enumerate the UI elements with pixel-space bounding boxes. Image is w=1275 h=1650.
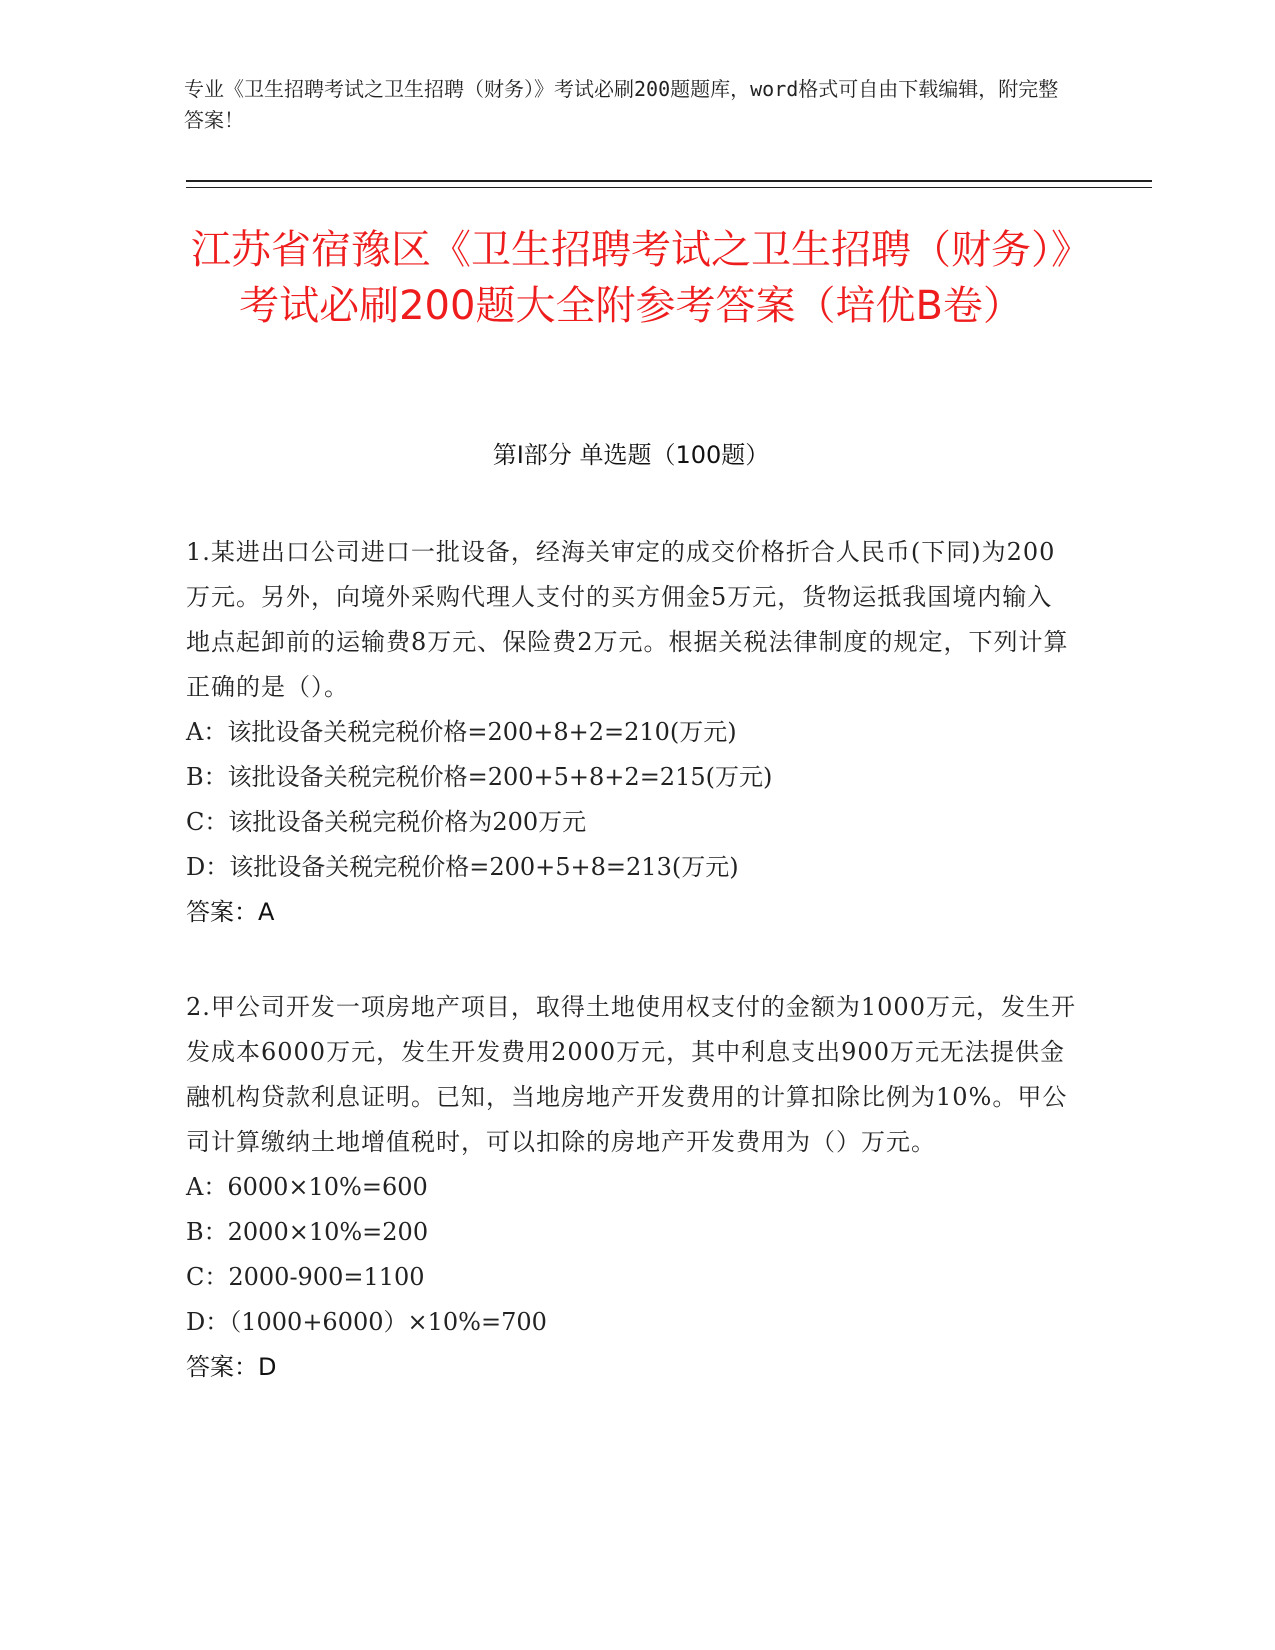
option-d: D：（1000+6000）×10%=700	[186, 1308, 547, 1336]
option-a: A：6000×10%=600	[186, 1173, 428, 1201]
document-title: 江苏省宿豫区《卫生招聘考试之卫生招聘（财务）》考试必刷200题大全附参考答案（培优B卷）	[191, 227, 1071, 329]
section-title: 第Ⅰ部分 单选题（100题）	[492, 441, 770, 469]
option-a: A：该批设备关税完税价格=200+8+2=210(万元)	[186, 718, 737, 746]
option-d: D：该批设备关税完税价格=200+5+8=213(万元)	[186, 853, 739, 881]
question-stem: 2.甲公司开发一项房地产项目，取得土地使用权支付的金额为1000万元，发生开发成本6000万元，发生开发费用2000万元，其中利息支出900万元无法提供金融机构贷款利息证明。已知，当地房地产开发费用的计算扣除比例为10%。甲公司计算缴纳土地增值税时，可以扣除的房地产开发费用为（）万元。	[186, 993, 1076, 1156]
header-divider-thick	[186, 180, 1152, 182]
option-b: B：2000×10%=200	[186, 1218, 429, 1246]
header-note: 专业《卫生招聘考试之卫生招聘（财务）》考试必刷200题题库，word格式可自由下载编辑，附完整答案！	[184, 77, 1059, 132]
question-block	[186, 985, 1076, 1390]
answer-label: 答案：D	[186, 1353, 277, 1381]
option-b: B：该批设备关税完税价格=200+5+8+2=215(万元)	[186, 763, 773, 791]
option-c: C：2000-900=1100	[186, 1263, 425, 1291]
answer-label: 答案：A	[186, 898, 275, 926]
question-stem: 1.某进出口公司进口一批设备，经海关审定的成交价格折合人民币(下同)为200万元。另外，向境外采购代理人支付的买方佣金5万元，货物运抵我国境内输入地点起卸前的运输费8万元、保险费2万元。根据关税法律制度的规定，下列计算正确的是（）。	[186, 538, 1069, 701]
header-divider-thin	[186, 187, 1152, 188]
question-block	[186, 530, 1076, 935]
option-c: C：该批设备关税完税价格为200万元	[186, 808, 587, 836]
